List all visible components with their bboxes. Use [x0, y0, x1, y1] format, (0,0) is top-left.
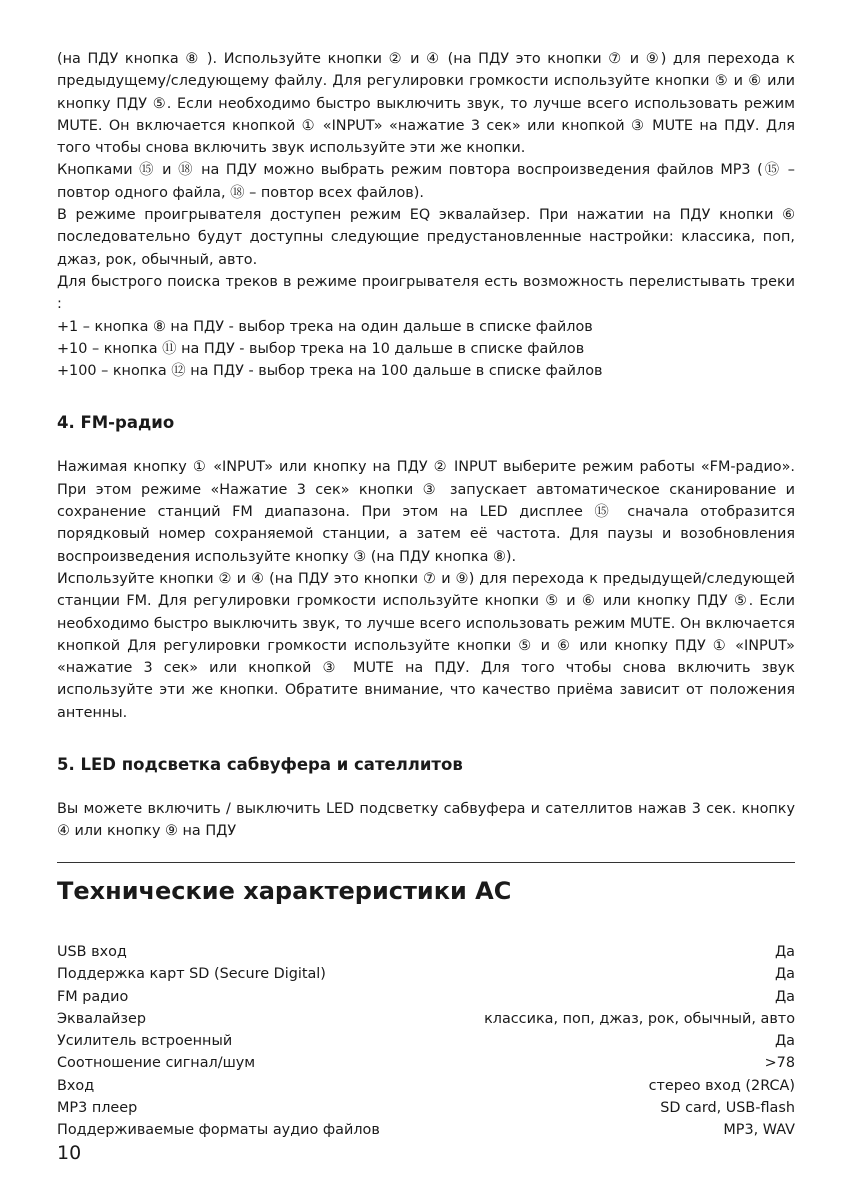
spec-label: Соотношение сигнал/шум [57, 1055, 256, 1072]
spec-label: USB вход [57, 944, 127, 960]
spec-value: SD card, USB-flash [660, 1100, 795, 1117]
intro-paragraph-4: Для быстрого поиска треков в режиме проигрывателя есть возможность перелистывать треки : [57, 273, 795, 313]
spec-label: Усилитель встроенный [57, 1033, 233, 1050]
spec-row [57, 1008, 795, 1030]
specs-table [57, 941, 795, 1142]
specs-heading: Технические характеристики АС [57, 877, 512, 905]
track-line-plus-100: +100 – кнопка ⑫ на ПДУ - выбор трека на 100 дальше в списке файлов [57, 363, 603, 380]
spec-label: MP3 плеер [57, 1100, 138, 1117]
section-divider [57, 862, 795, 863]
spec-row [57, 963, 795, 985]
led-heading: 5. LED подсветка сабвуфера и сателлитов [57, 755, 463, 775]
spec-row [57, 941, 795, 963]
intro-paragraph-1: (на ПДУ кнопка ⑧ ). Используйте кнопки ② и ④ (на ПДУ это кнопки ⑦ и ⑨) для перехода к предыдущему/следующему файлу. Для регулировки громкости используйте кнопки ⑤ и ⑥ или кнопку ПДУ ⑤. Если необходимо быстро выключить звук, то лучше всего использовать режим MUTE. Он включается кнопкой ① «INPUT» «нажатие 3 сек» или кнопкой ③ MUTE на ПДУ. Для того чтобы снова включить звук используйте эти же кнопки. [57, 51, 795, 157]
spec-value: Да [774, 944, 795, 960]
page-number: 10 [57, 1142, 82, 1164]
spec-value: >78 [764, 1055, 795, 1072]
spec-row [57, 1075, 795, 1097]
spec-label: FM радио [57, 988, 129, 1005]
spec-label: Поддержка карт SD (Secure Digital) [57, 966, 326, 983]
spec-row [57, 986, 795, 1008]
page-content [57, 48, 795, 843]
fm-paragraph-2: Используйте кнопки ② и ④ (на ПДУ это кнопки ⑦ и ⑨) для перехода к предыдущей/следующей станции FM. Для регулировки громкости используйте кнопки ⑤ и ⑥ или кнопку ПДУ ⑤. Если необходимо быстро выключить звук, то лучше всего использовать режим MUTE. Он включается кнопкой Для регулировки громкости используйте кнопки ⑤ и ⑥ или кнопку ПДУ ① «INPUT» «нажатие 3 сек» или кнопкой ③ MUTE на ПДУ. Для того чтобы снова включить звук используйте эти же кнопки. Обратите внимание, что качество приёма зависит от положения антенны. [57, 570, 795, 721]
fm-paragraph-1: Нажимая кнопку ① «INPUT» или кнопку на ПДУ ② INPUT выберите режим работы «FM-радио». При этом режиме «Нажатие 3 сек» кнопки ③ запускает автоматическое сканирование и сохранение станций FM диапазона. При этом на LED дисплее ⑮ сначала отобразится порядковый номер сохраняемой станции, а затем её частота. Для паузы и возобновления воспроизведения используйте кнопку ③ (на ПДУ кнопка ⑧). [57, 459, 795, 565]
spec-label: Поддерживаемые форматы аудио файлов [57, 1122, 380, 1139]
spec-value: Да [774, 966, 795, 983]
spec-value: классика, поп, джаз, рок, обычный, авто [484, 1010, 795, 1027]
fm-heading: 4. FM-радио [57, 413, 175, 433]
spec-label: Эквалайзер [57, 1010, 147, 1027]
intro-paragraph-3: В режиме проигрывателя доступен режим EQ эквалайзер. При нажатии на ПДУ кнопки ⑥ последовательно будут доступны следующие предустановленные настройки: классика, поп, джаз, рок, обычный, авто. [57, 207, 795, 268]
spec-row [57, 1052, 795, 1074]
spec-value: Да [774, 1033, 795, 1050]
led-paragraph: Вы можете включить / выключить LED подсветку сабвуфера и сателлитов нажав 3 сек. кнопку ④ или кнопку ⑨ на ПДУ [57, 801, 795, 840]
spec-value: MP3, WAV [723, 1122, 795, 1139]
spec-row [57, 1097, 795, 1119]
spec-value: стерео вход (2RCA) [648, 1077, 795, 1094]
intro-paragraph-2: Кнопками ⑮ и ⑱ на ПДУ можно выбрать режим повтора воспроизведения файлов MP3 (⑮ – повтор одного файла, ⑱ – повтор всех файлов). [57, 162, 795, 201]
track-line-plus-10: +10 – кнопка ⑪ на ПДУ - выбор трека на 10 дальше в списке файлов [57, 340, 585, 357]
track-line-plus-1: +1 – кнопка ⑧ на ПДУ - выбор трека на один дальше в списке файлов [57, 318, 593, 335]
spec-label: Вход [57, 1077, 95, 1094]
spec-row [57, 1030, 795, 1052]
spec-row [57, 1119, 795, 1141]
spec-value: Да [774, 988, 795, 1005]
